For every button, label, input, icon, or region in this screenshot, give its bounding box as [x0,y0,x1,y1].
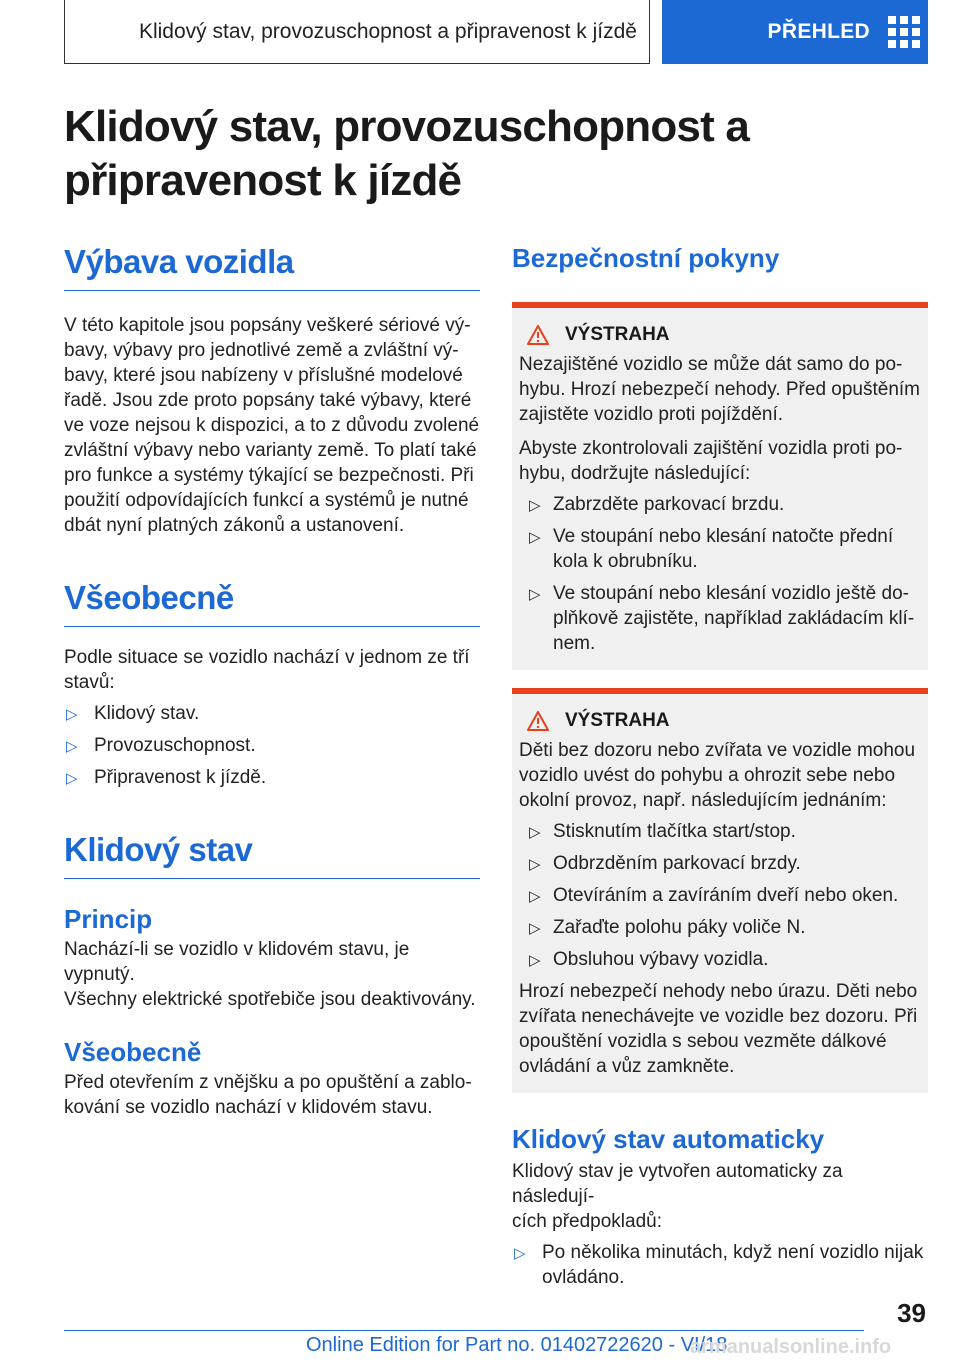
right-column [512,240,928,1290]
princip-paragraph: Nachází-li se vozidlo v klidovém stavu, je vypnutý. Všechny elektrické spotřebiče jsou deaktivovány. [64,939,476,1010]
state-list [64,701,480,790]
warning-label: VÝSTRAHA [565,324,670,345]
header-section-title: Klidový stav, provozuschopnost a připravenost k jízdě [64,0,650,64]
list-item: ▷ Klidový stav. [64,701,480,726]
subheading-princip: Princip [64,904,153,934]
bullet-triangle-icon: ▷ [529,586,541,603]
auto-list [512,1240,928,1290]
bullet-triangle-icon: ▷ [514,1245,526,1262]
warning-text: Abyste zkontrolovali zajištění vozidla proti po- hybu, dodržujte následující: [519,438,903,484]
watermark: armanualsonline.info [690,1336,892,1358]
auto-paragraph: Klidový stav je vytvořen automaticky za následují- cích předpokladů: [512,1161,843,1232]
page-title-line-1: Klidový stav, provozuschopnost a [64,102,750,151]
warning-label: VÝSTRAHA [565,710,670,731]
list-item: ▷ Stisknutím tlačítka start/stop. [519,819,920,844]
section-heading-vybava: Výbava vozidla [64,240,480,291]
bullet-triangle-icon: ▷ [529,952,541,969]
warning-box [512,302,928,670]
list-item: ▷ Připravenost k jízdě. [64,765,480,790]
overview-tab[interactable] [662,0,928,64]
list-item: ▷ Zabrzděte parkovací brzdu. [519,492,920,517]
warning-triangle-icon [527,711,549,731]
warning-text: Děti bez dozoru nebo zvířata ve vozidle mohou vozidlo uvést do pohybu a ohrozit sebe nebo okolní provoz, např. následujícím jednáním: [519,740,916,811]
klidovy-vseobecne-paragraph: Před otevřením z vnějšku a po opuštění a zablo- kování se vozidlo nachází v klidovém stavu. [64,1072,472,1118]
list-item: ▷ Otevíráním a zavíráním dveří nebo oken. [519,883,920,908]
warning-list [519,819,920,972]
warning-list [519,492,920,656]
list-item: ▷ Zařaďte polohu páky voliče N. [519,915,920,940]
bullet-triangle-icon: ▷ [66,706,78,723]
section-heading-klidovy-stav: Klidový stav [64,828,480,879]
vseobecne-paragraph: Podle situace se vozidlo nachází v jednom ze tří stavů: [64,647,470,693]
warning-text: Nezajištěné vozidlo se může dát samo do po- hybu. Hrozí nebezpečí nehody. Před opuštěním zajistěte vozidlo proti pojíždění. [519,354,921,425]
bullet-triangle-icon: ▷ [529,497,541,514]
warning-box [512,688,928,1093]
list-item: ▷ Ve stoupání nebo klesání natočte přední kola k obrubníku. [529,526,894,572]
list-item: ▷ Provozuschopnost. [64,733,480,758]
page-title [64,100,884,208]
warning-triangle-icon [527,325,549,345]
vybava-paragraph: V této kapitole jsou popsány veškeré sériové vý- bavy, výbavy pro jednotlivé země a zvláštní vý- bavy, které jsou nabízeny v příslušné modelové řadě. Jsou zde proto popsány také výbavy, které ve voze nejsou k dispozici, a to z důvodu zvolené zvláštní výbavy nebo varianty země. To platí také pro funkce a systémy týkající se bezpečnosti. Při použití odpovídajících funkcí a systémů je nutné dbát nyní platných zákonů a ustanovení. [64,315,480,536]
page-header [64,0,928,64]
grid-icon [888,16,920,48]
bullet-triangle-icon: ▷ [529,856,541,873]
bullet-triangle-icon: ▷ [529,920,541,937]
subheading-auto: Klidový stav automaticky [512,1124,825,1154]
bullet-triangle-icon: ▷ [66,738,78,755]
list-item: ▷ Obsluhou výbavy vozidla. [519,947,920,972]
safety-heading: Bezpečnostní pokyny [512,243,780,273]
warning-header [519,324,920,346]
bullet-triangle-icon: ▷ [529,824,541,841]
subheading-vseobecne: Všeobecně [64,1037,202,1067]
footer-divider [64,1330,864,1331]
bullet-triangle-icon: ▷ [66,770,78,787]
page-number: 39 [897,1298,926,1328]
list-item: ▷ Odbrzděním parkovací brzdy. [519,851,920,876]
bullet-triangle-icon: ▷ [529,888,541,905]
overview-tab-label: PŘEHLED [767,20,870,43]
edition-text: Online Edition for Part no. 01402722620 - VI/18 [306,1334,728,1356]
section-heading-vseobecne: Všeobecně [64,576,480,627]
warning-header [519,710,920,732]
left-column [64,240,480,1120]
page-title-line-2: připravenost k jízdě [64,156,462,205]
list-item: ▷ Po několika minutách, když není vozidlo nijak ovládáno. [514,1242,924,1288]
warning-text: Hrozí nebezpečí nehody nebo úrazu. Děti nebo zvířata nenechávejte ve vozidle bez dozoru. Při opouštění vozidla s sebou vezměte dálkové ovládání a vůz zamkněte. [519,981,918,1077]
bullet-triangle-icon: ▷ [529,529,541,546]
list-item: ▷ Ve stoupání nebo klesání vozidlo ještě do- plňkově zajistěte, například zakládacím klí- nem. [529,583,915,654]
